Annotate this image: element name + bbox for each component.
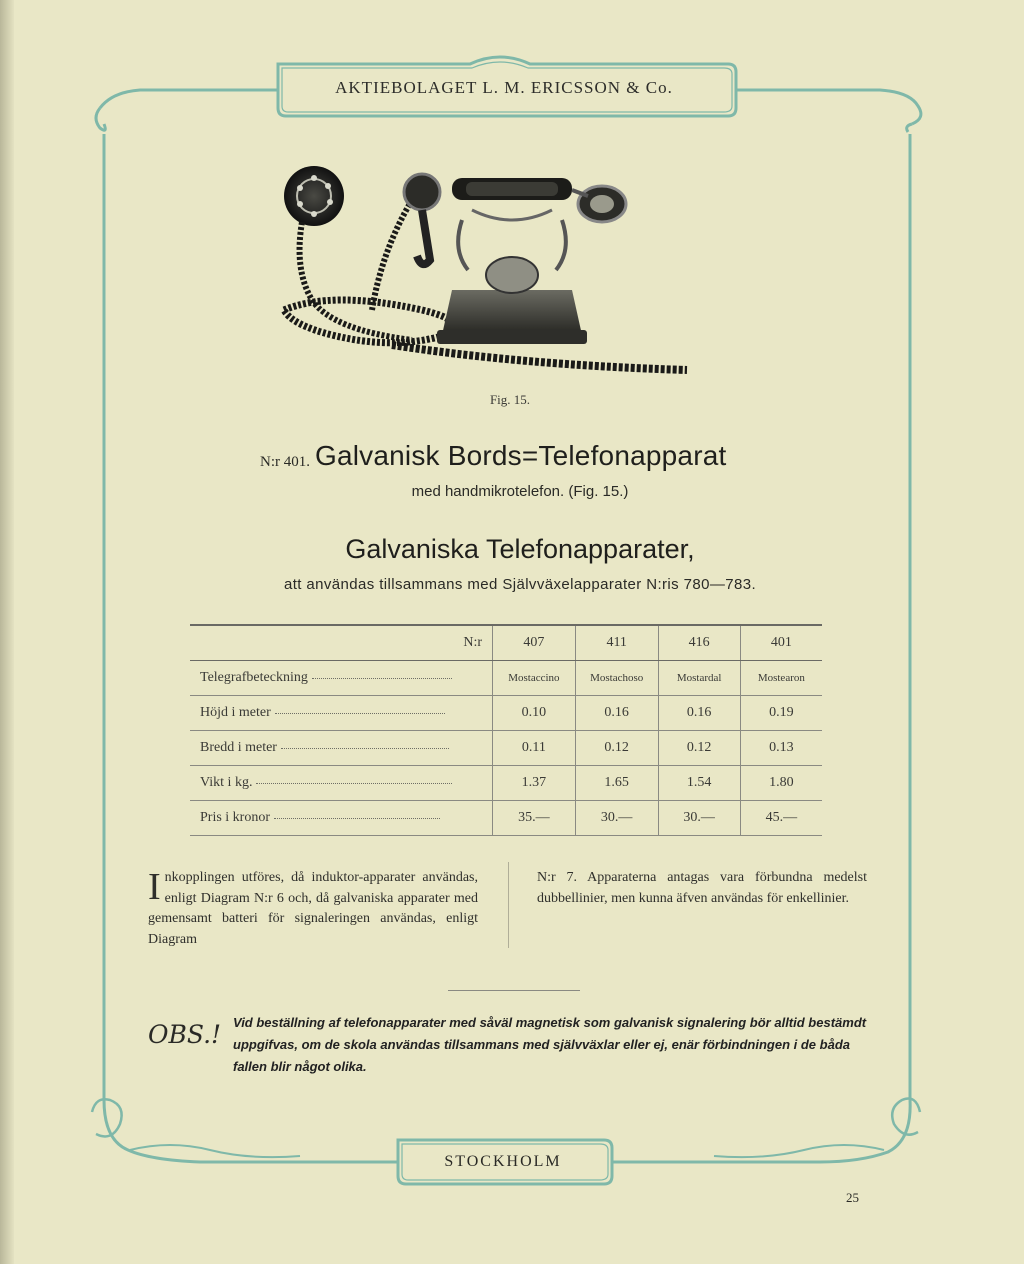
telephone-illustration-icon	[272, 160, 702, 390]
table-row-label-cell	[190, 731, 493, 766]
table-cell: 0.13	[740, 731, 822, 766]
table-row	[190, 766, 822, 801]
table-cell: 1.65	[575, 766, 658, 801]
product-title-row	[180, 440, 860, 484]
table-cell: Mostearon	[740, 661, 822, 696]
table-cell: Mostardal	[658, 661, 740, 696]
table-header-label: N:r	[190, 625, 493, 661]
order-note: Vid beställning af telefonapparater med såväl magnetisk som galvanisk signalering bör alltid bestämdt uppgifvas, om de skola användas tillsammans med självväxlar eller ej, enär förbindningen i de båda fallen blir något olika.	[233, 1015, 867, 1074]
table-cell: 0.11	[493, 731, 576, 766]
section-divider	[448, 990, 580, 991]
table-row-label: Vikt i kg.	[200, 775, 253, 790]
table-row-label: Höjd i meter	[200, 705, 271, 720]
table-header-model: 416	[658, 625, 740, 661]
table-row-label: Bredd i meter	[200, 740, 277, 755]
product-number: N:r 401.	[260, 454, 310, 470]
figure-caption: Fig. 15.	[489, 392, 531, 407]
body-text-left-content: nkopplingen utföres, då induktor-apparater användas, enligt Diagram N:r 6 och, då galvaniska apparater med gemensamt batteri för signaleringen användas, enligt Diagram	[148, 870, 478, 947]
section-subtitle: att användas tillsammans med Självväxelapparater N:ris 780—783.	[283, 576, 757, 593]
footer-city: STOCKHOLM	[444, 1153, 562, 1170]
table-cell: 45.—	[740, 801, 822, 836]
table-row	[190, 731, 822, 766]
table-header-model: 411	[575, 625, 658, 661]
section-title: Galvaniska Telefonapparater,	[345, 534, 695, 564]
table-header-row	[190, 625, 822, 661]
table-cell: 0.12	[658, 731, 740, 766]
leader-dots	[256, 782, 452, 784]
table-cell: 0.12	[575, 731, 658, 766]
table-row-label-cell	[190, 801, 493, 836]
table-row-label: Pris i kronor	[200, 810, 270, 825]
table-row-label: Telegrafbeteckning	[200, 670, 308, 685]
table-cell: Mostachoso	[575, 661, 658, 696]
table-header-model: 407	[493, 625, 576, 661]
table-cell: 1.37	[493, 766, 576, 801]
table-cell: 35.—	[493, 801, 576, 836]
table-cell: 1.54	[658, 766, 740, 801]
column-divider	[508, 862, 509, 948]
body-text-left	[148, 868, 478, 950]
table-cell: 0.19	[740, 696, 822, 731]
product-subtitle: med handmikrotelefon. (Fig. 15.)	[411, 483, 629, 500]
leader-dots	[281, 747, 449, 749]
table-cell: 0.16	[658, 696, 740, 731]
table-cell: Mostaccino	[493, 661, 576, 696]
table-cell: 0.16	[575, 696, 658, 731]
page-number: 25	[846, 1190, 859, 1205]
leader-dots	[274, 817, 440, 819]
leader-dots	[275, 712, 445, 714]
body-text-right: N:r 7. Apparaterna antagas vara förbundna medelst dubbellinier, men kunna äfven användas för enkellinier.	[537, 870, 867, 906]
table-row-label-cell	[190, 696, 493, 731]
drop-cap: I	[148, 866, 161, 908]
table-row-label-cell	[190, 766, 493, 801]
table-cell: 30.—	[575, 801, 658, 836]
table-row	[190, 661, 822, 696]
table-cell: 1.80	[740, 766, 822, 801]
specification-table	[190, 624, 822, 836]
company-header: AKTIEBOLAGET L. M. ERICSSON & Co.	[335, 78, 673, 97]
table-header-model: 401	[740, 625, 822, 661]
table-cell: 0.10	[493, 696, 576, 731]
product-title: Galvanisk Bords=Telefonapparat	[315, 440, 727, 471]
table-cell: 30.—	[658, 801, 740, 836]
leader-dots	[312, 677, 452, 679]
obs-label: OBS.!	[148, 1020, 222, 1049]
table-row-label-cell	[190, 661, 493, 696]
table-row	[190, 801, 822, 836]
table-row	[190, 696, 822, 731]
